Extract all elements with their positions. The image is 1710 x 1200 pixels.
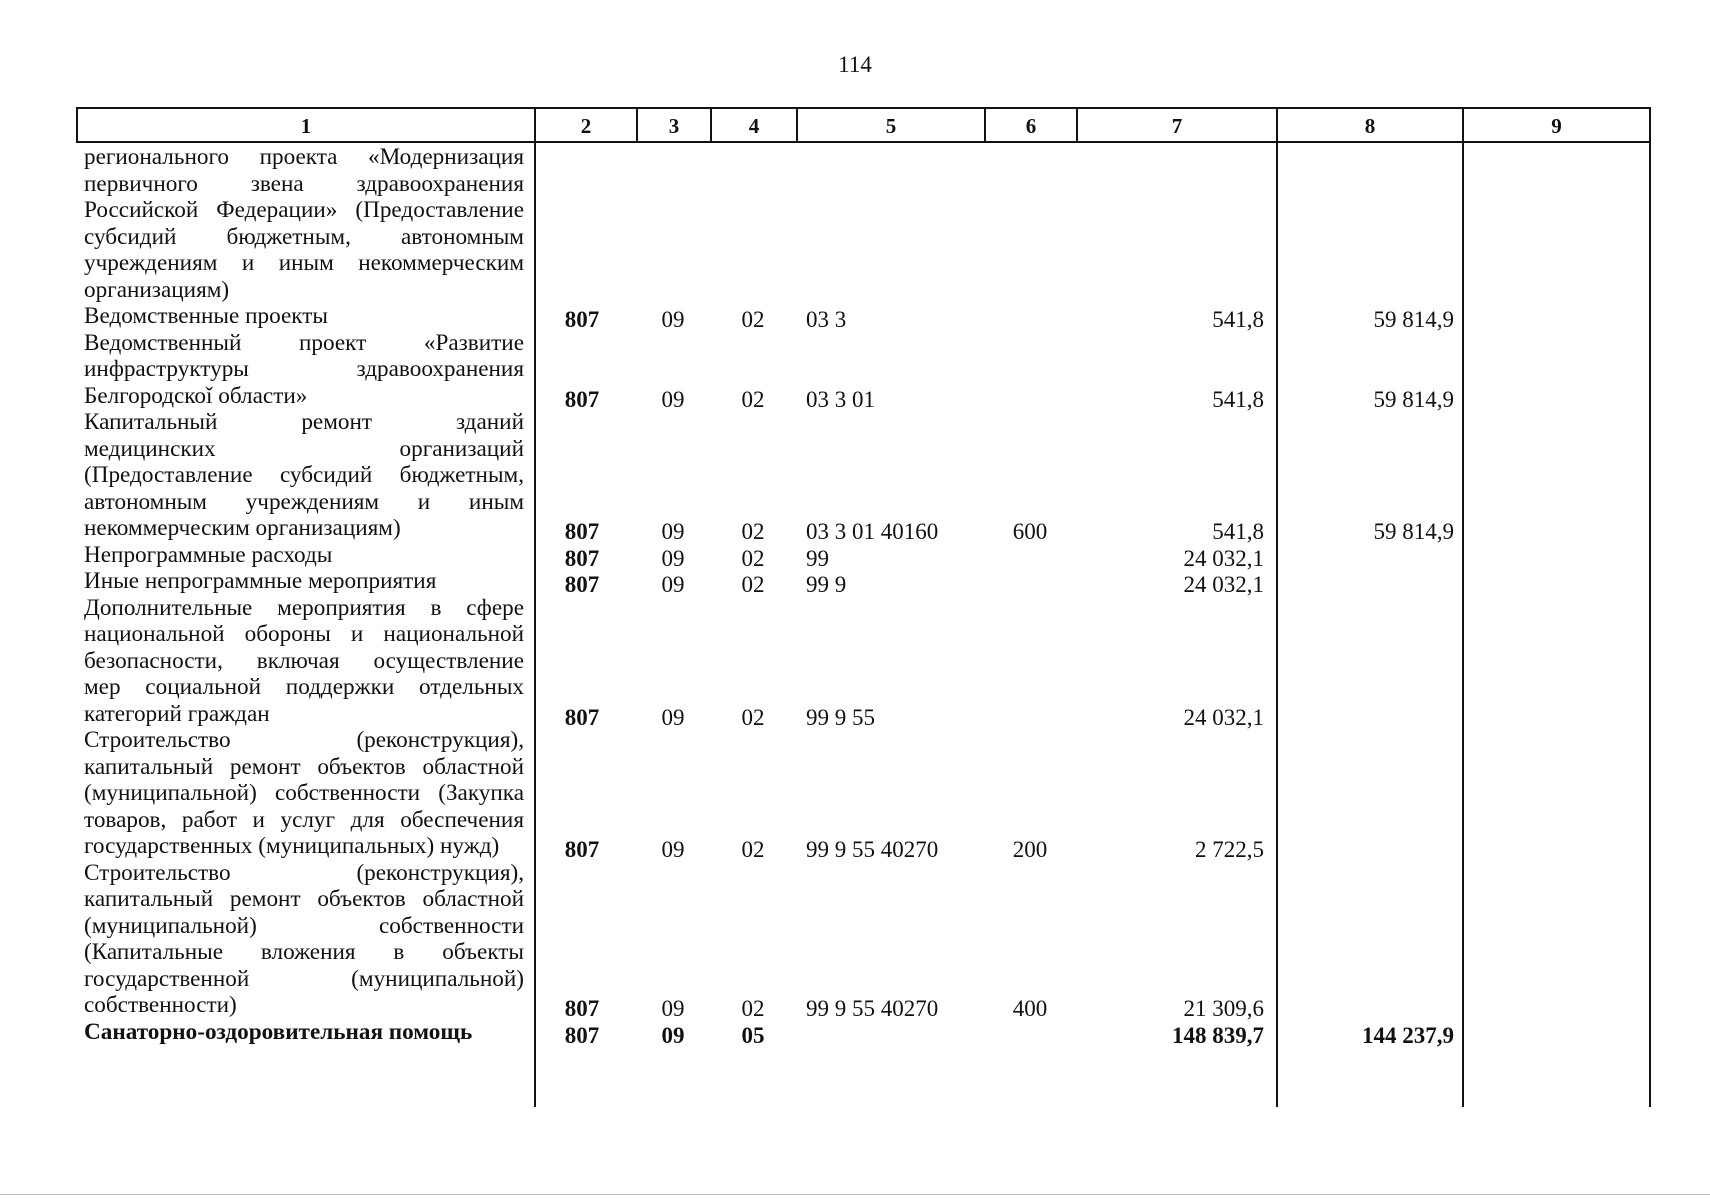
row-description-line: Строительство (реконструкция), [84, 859, 524, 886]
row-cell-col4: 02 [741, 837, 765, 862]
row-cell-col7: 541,8 [1212, 307, 1264, 332]
table-right-border [1649, 107, 1651, 1107]
row-description-line: Иные непрограммные мероприятия [84, 568, 437, 594]
row-cell-col2: 807 [564, 307, 600, 332]
row-cell-col2: 807 [564, 704, 600, 730]
row-cell-col5: 99 9 55 40270 [806, 996, 939, 1021]
row-cell-col8: 59 814,9 [1373, 386, 1454, 412]
row-cell-col4: 02 [741, 572, 765, 597]
row-cell-col6: 600 [1012, 519, 1048, 544]
row-cell-col5: 03 3 [806, 307, 847, 332]
row-description-line: (Предоставление субсидий бюджетным, [84, 462, 524, 488]
header-cell: 4 [748, 114, 760, 138]
row-cell-col5: 03 3 01 40160 [806, 519, 939, 544]
row-description-line: Российской Федерации» (Предоставление [84, 197, 524, 223]
row-cell-col4: 05 [741, 1022, 765, 1048]
row-cell-col2: 807 [564, 837, 600, 862]
row-description-line: Капитальный ремонт зданий [84, 409, 524, 435]
row-cell-col8: 59 814,9 [1373, 519, 1454, 544]
row-description-line: Непрограммные расходы [84, 541, 333, 568]
column-divider [1276, 107, 1278, 1107]
header-cell: 8 [1364, 114, 1376, 138]
row-cell-col3: 09 [661, 996, 685, 1021]
header-cell: 7 [1171, 114, 1183, 138]
row-cell-col8: 144 237,9 [1362, 1022, 1454, 1048]
row-cell-col7: 24 032,1 [1183, 704, 1264, 730]
row-description-line: первичного звена здравоохранения [84, 170, 524, 197]
row-description-line: организациям) [84, 276, 230, 303]
header-bottom-border [76, 141, 1651, 143]
row-description-line: категорий граждан [84, 700, 270, 727]
row-cell-col5: 99 9 [806, 572, 847, 597]
row-cell-col3: 09 [661, 386, 685, 412]
row-cell-col2: 807 [564, 519, 600, 544]
row-cell-col3: 09 [661, 1022, 685, 1048]
row-cell-col4: 02 [741, 386, 765, 412]
row-cell-col7: 148 839,7 [1172, 1022, 1264, 1048]
row-description-line: государственной (муниципальной) [84, 965, 524, 992]
row-description-line: некоммерческим организациям) [84, 515, 401, 541]
row-cell-col7: 24 032,1 [1183, 572, 1264, 597]
row-description-line: Белгородскоǐ области» [84, 382, 308, 409]
row-cell-col4: 02 [741, 545, 765, 571]
row-description-line: субсидий бюджетным, автономным [84, 223, 524, 250]
row-cell-col7: 541,8 [1212, 386, 1264, 412]
row-cell-col2: 807 [564, 386, 600, 412]
row-description-line: капитальный ремонт объектов областной [84, 886, 524, 912]
row-cell-col3: 09 [661, 519, 685, 544]
row-cell-col7: 21 309,6 [1183, 996, 1264, 1021]
row-cell-col2: 807 [564, 1022, 600, 1048]
row-cell-col3: 09 [661, 837, 685, 862]
row-description-line: национальной обороны и национальной [84, 621, 524, 647]
row-description-line: мер социальной поддержки отдельных [84, 674, 524, 700]
row-description-line: регионального проекта «Модернизация [84, 144, 524, 170]
header-cell: 1 [300, 114, 312, 138]
row-description-line: Строительство (реконструкция), [84, 727, 524, 753]
row-cell-col2: 807 [564, 545, 600, 571]
row-cell-col7: 541,8 [1212, 519, 1264, 544]
row-cell-col3: 09 [661, 545, 685, 571]
row-cell-col5: 99 9 55 40270 [806, 837, 939, 862]
row-cell-col4: 02 [741, 996, 765, 1021]
header-cell: 2 [580, 114, 592, 138]
header-cell: 6 [1025, 114, 1037, 138]
scan-edge-line [0, 1194, 1710, 1195]
row-cell-col5: 99 [806, 545, 829, 571]
page-number: 114 [838, 52, 872, 77]
row-cell-col2: 807 [564, 572, 600, 597]
row-cell-col6: 400 [1012, 996, 1048, 1021]
row-cell-col7: 2 722,5 [1195, 837, 1264, 862]
row-cell-col3: 09 [661, 307, 685, 332]
row-description-line: учреждениям и иным некоммерческим [84, 250, 524, 276]
column-divider [534, 107, 536, 1107]
header-cell: 9 [1551, 114, 1562, 138]
row-cell-col4: 02 [741, 307, 765, 332]
column-divider [1462, 107, 1464, 1107]
row-description-line: Дополнительные мероприятия в сфере [84, 594, 524, 621]
row-cell-col5: 99 9 55 [806, 704, 875, 730]
row-description-line: капитальный ремонт объектов областной [84, 753, 524, 780]
row-description-line: автономным учреждениям и иным [84, 488, 524, 515]
table-top-border [76, 107, 1651, 109]
row-description-line: Ведомственные проекты [84, 303, 328, 329]
row-description-line: государственных (муниципальных) нужд) [84, 833, 500, 859]
row-description-line: (Капитальные вложения в объекты [84, 939, 524, 965]
row-description-line: Санаторно-оздоровительная помощь [84, 1018, 473, 1045]
row-cell-col7: 24 032,1 [1183, 545, 1264, 571]
row-cell-col6: 200 [1012, 837, 1048, 862]
row-description-line: товаров, работ и услуг для обеспечения [84, 806, 524, 833]
row-description-line: собственности) [84, 992, 237, 1018]
row-cell-col2: 807 [564, 996, 600, 1021]
row-cell-col3: 09 [661, 704, 685, 730]
row-cell-col4: 02 [741, 519, 765, 544]
row-description-line: медицинских организаций [84, 435, 524, 462]
row-cell-col8: 59 814,9 [1373, 307, 1454, 332]
header-cell: 3 [668, 114, 680, 138]
row-description-line: Ведомственный проект «Развитие [84, 329, 524, 356]
row-description-line: (муниципальной) собственности [84, 912, 524, 939]
row-cell-col5: 03 3 01 [806, 386, 875, 412]
row-cell-col3: 09 [661, 572, 685, 597]
row-description-line: безопасности, включая осуществление [84, 647, 524, 674]
row-description-line: инфраструктуры здравоохранения [84, 356, 524, 382]
header-cell: 5 [885, 114, 897, 138]
row-cell-col4: 02 [741, 704, 765, 730]
row-description-line: (муниципальной) собственности (Закупка [84, 780, 524, 806]
